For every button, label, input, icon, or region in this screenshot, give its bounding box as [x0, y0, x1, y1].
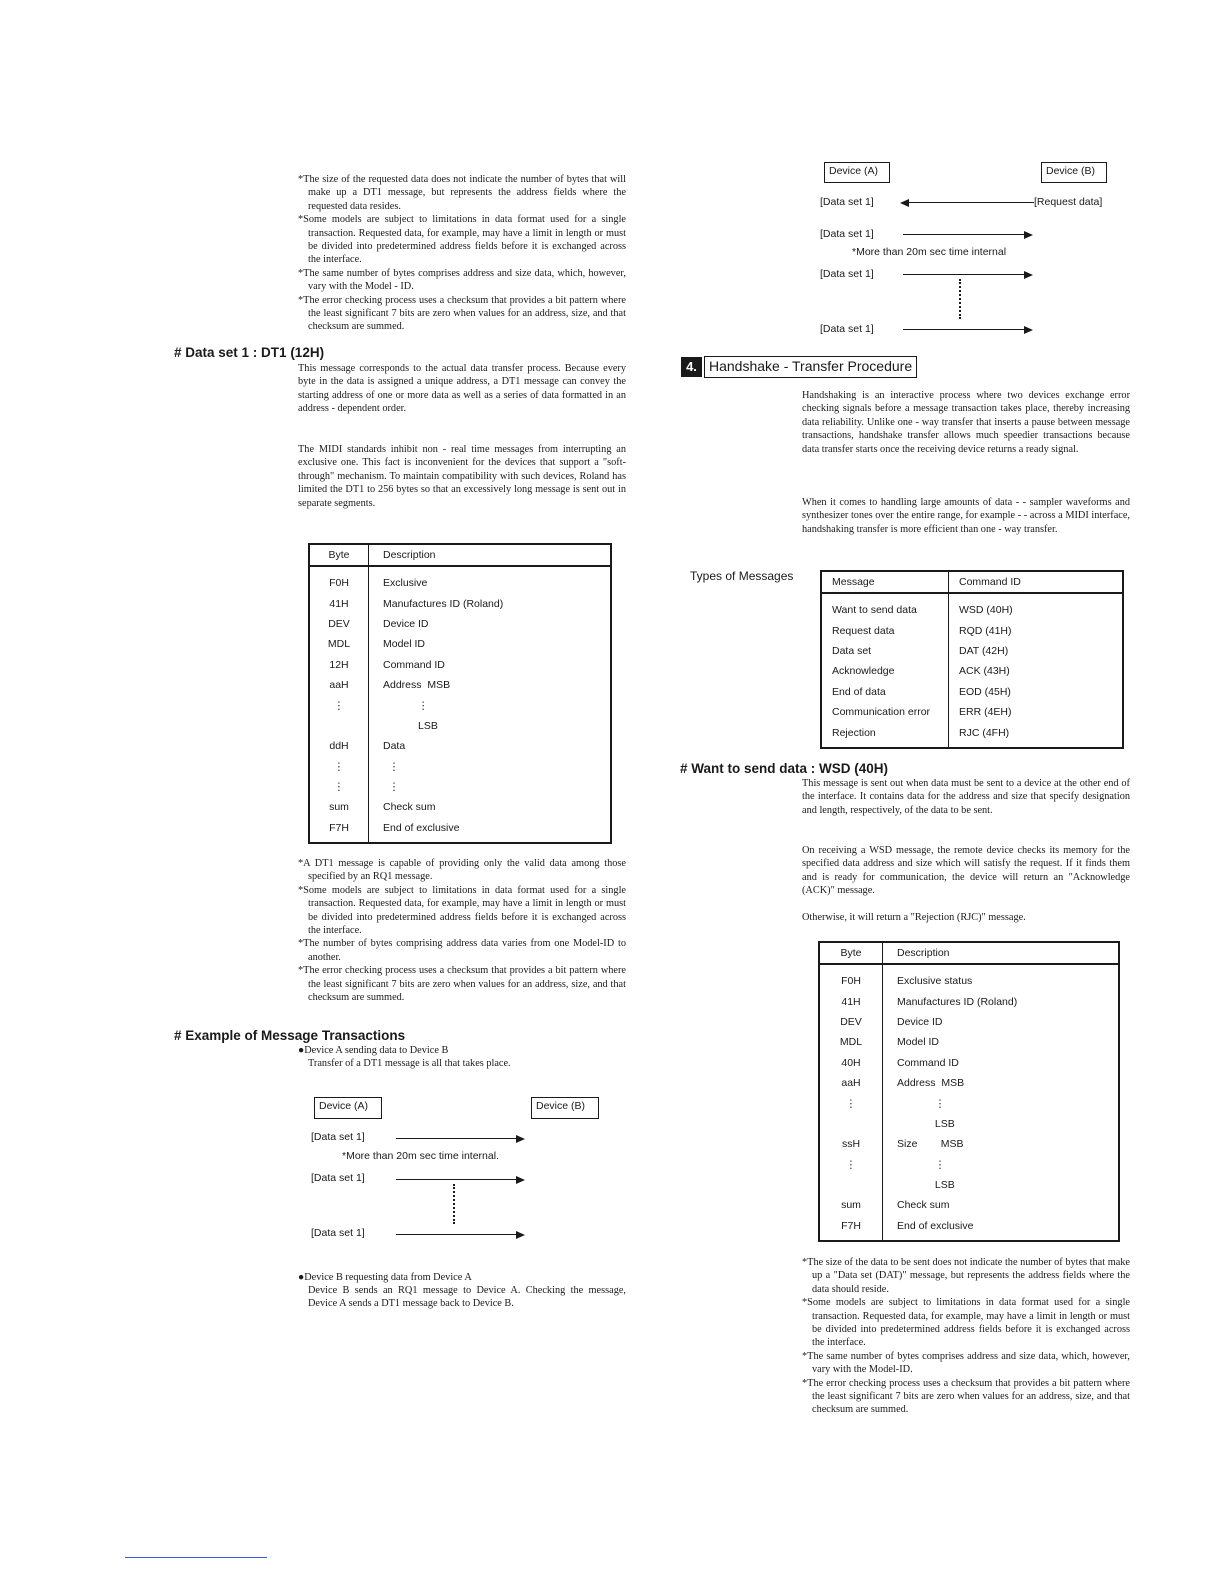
command-cell: WSD (40H) [949, 593, 1124, 620]
table-row [819, 964, 1119, 991]
arrow-a-to-b [903, 234, 1031, 235]
description-cell: ⋮ [369, 695, 612, 715]
table-header: Byte [819, 942, 883, 964]
description-cell: LSB [883, 1175, 1120, 1195]
dt1-paragraph-2: The MIDI standards inhibit non - real time messages from interrupting an exclusive one. This fact is inconvenient for the devices that support a "soft-through" mechanism. To maintain compatibility with such devices, Roland has limited the DT1 to 256 bytes so that an excessively long message is sent out in separate segments. [298, 444, 626, 509]
description-cell: Address MSB [369, 675, 612, 695]
byte-cell: F7H [329, 821, 349, 834]
note: *Some models are subject to limitations in data format used for a single transaction. Requested data, for example, may have a limit in length or must be divided into predetermined address fields before it is exchanged across the interface. [802, 1297, 1130, 1349]
description-cell: Exclusive status [883, 964, 1120, 991]
device-a-box: Device (A) [314, 1097, 382, 1119]
table-header: Description [883, 942, 1120, 964]
table-row [819, 1032, 1119, 1052]
arrow-a-to-b [903, 274, 1031, 275]
message-cell: Want to send data [832, 604, 917, 617]
note: *The number of bytes comprising address data varies from one Model-ID to another. [298, 938, 626, 963]
table-row [819, 1073, 1119, 1093]
byte-cell: ssH [841, 1138, 861, 1151]
top-notes [298, 173, 626, 334]
table-row [819, 1012, 1119, 1032]
byte-cell: DEV [840, 1015, 862, 1028]
description-cell: Check sum [883, 1195, 1120, 1215]
byte-cell [309, 716, 369, 736]
message-cell: Request data [832, 624, 895, 637]
dt1-heading-code: (12H) [290, 345, 325, 360]
handshake-title-box [704, 356, 917, 378]
table-row [819, 1195, 1119, 1215]
table-row [821, 661, 1123, 681]
wsd-paragraph-1: This message is sent out when data must be sent to a device at the other end of the interface. It contains data for the address and size that specify designation and length, respectively, of the data to be sent. [802, 778, 1130, 816]
table-header: Message [821, 571, 949, 593]
byte-cell: 40H [841, 1056, 861, 1069]
byte-cell: ⋮ [845, 1097, 857, 1110]
wsd-paragraph-3: Otherwise, it will return a "Rejection (RJC)" message. [802, 912, 1026, 923]
handshake-number: 4. [686, 359, 697, 374]
table-row [309, 675, 611, 695]
table-row [309, 655, 611, 675]
description-cell: ⋮ [369, 757, 612, 777]
description-cell: Device ID [883, 1012, 1120, 1032]
description-cell: Exclusive [369, 566, 612, 593]
message-cell: Acknowledge [832, 665, 895, 678]
example-bullet-2-text: Device B sends an RQ1 message to Device A. Checking the message, Device A sends a DT1 message back to Device B. [308, 1285, 626, 1310]
byte-cell: 41H [841, 995, 861, 1008]
description-cell: LSB [883, 1114, 1120, 1134]
data-set-label: [Data set 1] [311, 1227, 365, 1239]
data-set-label: [Data set 1] [820, 196, 874, 208]
message-cell: Communication error [832, 706, 931, 719]
description-cell: Device ID [369, 614, 612, 634]
byte-cell: 12H [329, 658, 349, 671]
data-set-label: [Data set 1] [311, 1131, 365, 1143]
note: *Some models are subject to limitations in data format used for a single transaction. Requested data, for example, may have a limit in length or must be divided into predetermined address fields before it is exchanged across the interface. [298, 884, 626, 937]
description-cell: Manufactures ID (Roland) [883, 991, 1120, 1011]
description-cell: End of exclusive [883, 1216, 1120, 1241]
note: *The size of the requested data does not indicate the number of bytes that will make up a DT1 message, but represents the address fields where the requested data resides. [298, 174, 626, 212]
handshake-number-badge [681, 357, 702, 377]
note: *The error checking process uses a checksum that provides a bit pattern where the least significant 7 bits are zero when values for an address, size, and that checksum are summed. [298, 294, 626, 333]
table-row [309, 777, 611, 797]
time-note: *More than 20m sec time internal [852, 246, 1007, 258]
data-set-label: [Data set 1] [820, 268, 874, 280]
byte-cell [819, 1175, 883, 1195]
table-row [309, 736, 611, 756]
table-row [819, 1053, 1119, 1073]
request-data-label: [Request data] [1034, 196, 1103, 208]
arrow-b-to-a [902, 202, 1034, 203]
table-row [309, 593, 611, 613]
note: *The same number of bytes comprises address and size data, which, however, vary with the Model - ID. [298, 267, 626, 293]
table-row [819, 1175, 1119, 1195]
dt1-table [308, 543, 612, 844]
message-cell: End of data [832, 685, 886, 698]
byte-cell: MDL [839, 1036, 863, 1049]
footer-rule [125, 1557, 267, 1558]
table-row [819, 1093, 1119, 1113]
byte-cell: sum [841, 1199, 861, 1212]
wsd-notes [802, 1256, 1130, 1417]
command-cell: RJC (4FH) [949, 722, 1124, 747]
example-bullet-2-title: ●Device B requesting data from Device A [298, 1272, 472, 1283]
byte-cell: ddH [329, 740, 349, 753]
table-row [821, 682, 1123, 702]
wsd-paragraph-2: On receiving a WSD message, the remote device checks its memory for the specified data address and size which will satisfy the request. If it finds them and is ready for communication, the device will return an "Acknowledge (ACK)" message. [802, 845, 1130, 897]
note: *The same number of bytes comprises address and size data, which, however, vary with the Model-ID. [802, 1350, 1130, 1376]
wsd-table [818, 941, 1120, 1242]
table-row [309, 695, 611, 715]
byte-cell: ⋮ [845, 1158, 857, 1171]
byte-cell: F0H [329, 577, 349, 590]
command-cell: RQD (41H) [949, 620, 1124, 640]
table-row [821, 593, 1123, 620]
table-header: Command ID [949, 571, 1124, 593]
description-cell: Data [369, 736, 612, 756]
table-header: Description [369, 544, 612, 566]
table-row [819, 1114, 1119, 1134]
description-cell: End of exclusive [369, 818, 612, 843]
byte-cell: aaH [841, 1077, 861, 1090]
table-row [821, 702, 1123, 722]
device-b-box: Device (B) [531, 1097, 599, 1119]
table-row [819, 1216, 1119, 1241]
table-row [819, 1134, 1119, 1154]
command-cell: EOD (45H) [949, 682, 1124, 702]
dt1-paragraph-1: This message corresponds to the actual data transfer process. Because every byte in the data is assigned a unique address, a DT1 message can convey the starting address of one or more data as well as a series of data formatted in an address - dependent order. [298, 363, 626, 415]
description-cell: Command ID [883, 1053, 1120, 1073]
data-set-label: [Data set 1] [820, 228, 874, 240]
description-cell: Model ID [883, 1032, 1120, 1052]
table-row [821, 641, 1123, 661]
continuation-dots [959, 279, 961, 319]
dt1-heading-text: # Data set 1 : DT1 [174, 345, 287, 360]
arrow-a-to-b [396, 1234, 523, 1235]
byte-cell: F0H [841, 975, 861, 988]
handshake-paragraph-1: Handshaking is an interactive process where two devices exchange error checking signals before a message transaction takes place, thereby increasing data reliability. Unlike one - way transfer that inserts a pause between message transactions, handshake transfer allows much speedier transactions because data transfer starts once the receiving device returns a ready signal. [802, 390, 1130, 455]
message-cell: Rejection [832, 726, 876, 739]
note: *The error checking process uses a checksum that provides a bit pattern where the least significant 7 bits are zero when values for an address, size, and that checksum are summed. [298, 965, 626, 1004]
wsd-heading-code: (40H) [854, 761, 889, 776]
description-cell: Check sum [369, 797, 612, 817]
message-types-table [820, 570, 1124, 749]
byte-cell: 41H [329, 597, 349, 610]
types-of-messages-label: Types of Messages [690, 569, 794, 583]
arrow-a-to-b [396, 1138, 523, 1139]
description-cell: Command ID [369, 655, 612, 675]
description-cell: Manufactures ID (Roland) [369, 593, 612, 613]
table-row [309, 716, 611, 736]
description-cell: ⋮ [369, 777, 612, 797]
description-cell: Model ID [369, 634, 612, 654]
byte-cell: aaH [329, 679, 349, 692]
arrow-a-to-b [396, 1179, 523, 1180]
dt1-heading [174, 345, 324, 360]
byte-cell: ⋮ [333, 760, 345, 773]
table-row [309, 797, 611, 817]
table-row [821, 722, 1123, 747]
handshake-paragraph-2: When it comes to handling large amounts of data - - sampler waveforms and synthesizer tones over the entire range, for example - - across a MIDI interface, handshaking transfer is more efficient than one - way transfer. [802, 497, 1130, 535]
command-cell: ERR (4EH) [949, 702, 1124, 722]
command-cell: DAT (42H) [949, 641, 1124, 661]
dt1-notes [298, 857, 626, 1004]
byte-cell: ⋮ [333, 699, 345, 712]
table-row [819, 991, 1119, 1011]
byte-cell: F7H [841, 1219, 861, 1232]
description-cell: ⋮ [883, 1155, 1120, 1175]
description-cell: Size MSB [883, 1134, 1120, 1154]
command-cell: ACK (43H) [949, 661, 1124, 681]
description-cell: ⋮ [883, 1093, 1120, 1113]
device-b-box: Device (B) [1041, 162, 1107, 183]
device-a-box: Device (A) [824, 162, 890, 183]
table-row [309, 634, 611, 654]
time-note: *More than 20m sec time internal. [342, 1150, 499, 1162]
arrow-a-to-b [903, 329, 1031, 330]
wsd-heading [680, 761, 888, 776]
note: *The error checking process uses a checksum that provides a bit pattern where the least significant 7 bits are zero when values for an address, size, and that checksum are summed. [802, 1377, 1130, 1416]
example-heading: # Example of Message Transactions [174, 1028, 406, 1043]
description-cell: Address MSB [883, 1073, 1120, 1093]
handshake-title: Handshake - Transfer Procedure [709, 358, 913, 374]
note: *A DT1 message is capable of providing only the valid data among those specified by an RQ1 message. [298, 858, 626, 883]
byte-cell: ⋮ [333, 781, 345, 794]
table-row [309, 757, 611, 777]
table-row [309, 818, 611, 843]
table-row [819, 1155, 1119, 1175]
byte-cell: MDL [327, 638, 351, 651]
data-set-label: [Data set 1] [820, 323, 874, 335]
byte-cell: DEV [328, 617, 350, 630]
wsd-heading-text: # Want to send data : WSD [680, 761, 851, 776]
byte-cell: sum [329, 801, 349, 814]
example-bullet-1-title: ●Device A sending data to Device B [298, 1045, 449, 1056]
data-set-label: [Data set 1] [311, 1172, 365, 1184]
description-cell: LSB [369, 716, 612, 736]
table-header: Byte [309, 544, 369, 566]
byte-cell [819, 1114, 883, 1134]
message-cell: Data set [832, 644, 872, 657]
note: *The size of the data to be sent does not indicate the number of bytes that make up a "Data set (DAT)" message, but represents the address fields where the data should reside. [802, 1257, 1130, 1295]
note: *Some models are subject to limitations in data format used for a single transaction. Requested data, for example, may have a limit in length or must be divided into predetermined address fields before it is exchanged across the interface. [298, 214, 626, 266]
example-bullet-1-text: Transfer of a DT1 message is all that takes place. [308, 1058, 511, 1069]
table-row [309, 614, 611, 634]
table-row [821, 620, 1123, 640]
table-row [309, 566, 611, 593]
continuation-dots [453, 1184, 455, 1224]
